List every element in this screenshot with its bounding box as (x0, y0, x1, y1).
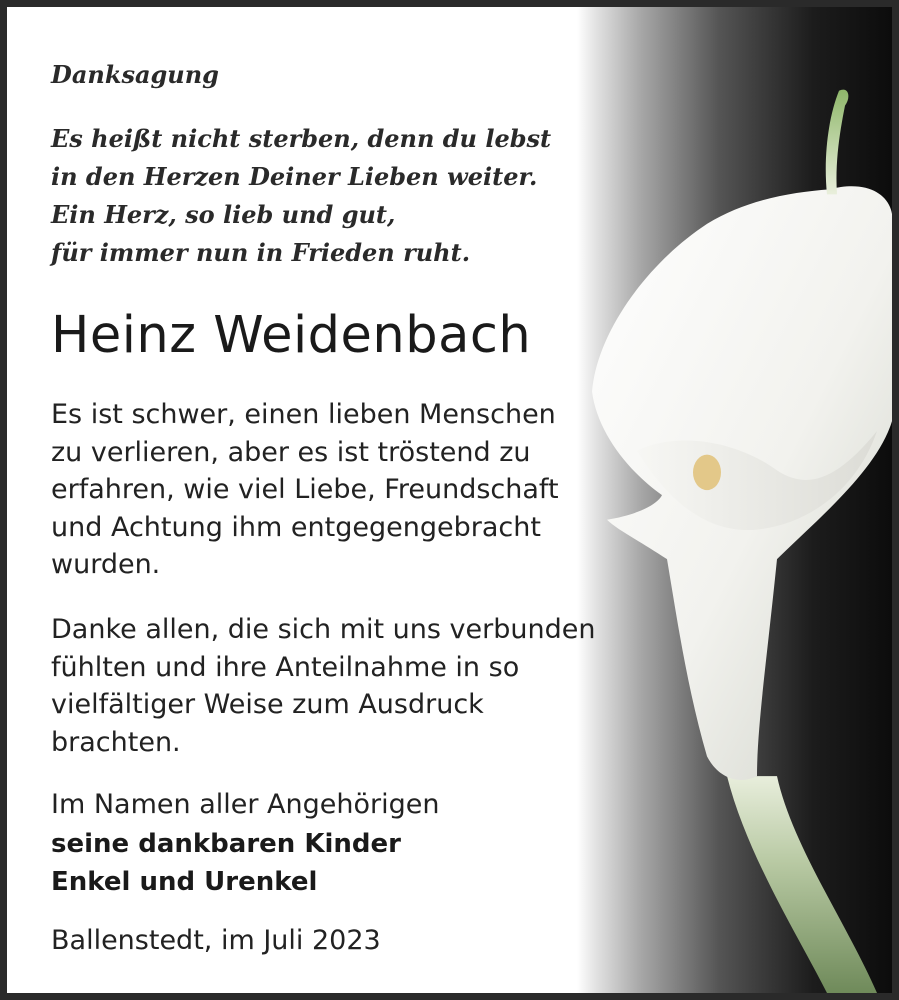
paragraph-two (51, 611, 595, 761)
deceased-name: Heinz Weidenbach (51, 306, 532, 365)
calla-lily-photo (577, 7, 892, 993)
poem (51, 120, 551, 272)
paragraph-line: Es ist schwer, einen lieben Menschen (51, 399, 556, 430)
poem-line: Es heißt nicht sterben, denn du lebst (51, 124, 552, 153)
paragraph-line: brachten. (51, 726, 181, 758)
poem-line: in den Herzen Deiner Lieben weiter. (51, 162, 538, 191)
paragraph-line: Danke allen, die sich mit uns verbunden (51, 614, 596, 645)
signature-line-children: seine dankbaren Kinder (51, 829, 401, 859)
poem-line: Ein Herz, so lieb und gut, (51, 200, 396, 229)
paragraph-one (51, 396, 559, 584)
signature-line-grandchildren: Enkel und Urenkel (51, 867, 318, 897)
signature-intro: Im Namen aller Angehörigen (51, 789, 440, 820)
paragraph-line: fühlten und ihre Anteilnahme in so (51, 651, 520, 683)
paragraph-line: und Achtung ihm entgegengebracht (51, 511, 541, 543)
paragraph-line: wurden. (51, 549, 161, 580)
place-date: Ballenstedt, im Juli 2023 (51, 925, 381, 956)
paragraph-line: vielfältiger Weise zum Ausdruck (51, 689, 484, 720)
paragraph-line: zu verlieren, aber es ist tröstend zu (51, 436, 531, 468)
poem-line: für immer nun in Frieden ruht. (51, 238, 471, 267)
heading: Danksagung (51, 60, 219, 89)
paragraph-line: erfahren, wie viel Liebe, Freundschaft (51, 474, 559, 505)
calla-lily-image (577, 7, 892, 993)
